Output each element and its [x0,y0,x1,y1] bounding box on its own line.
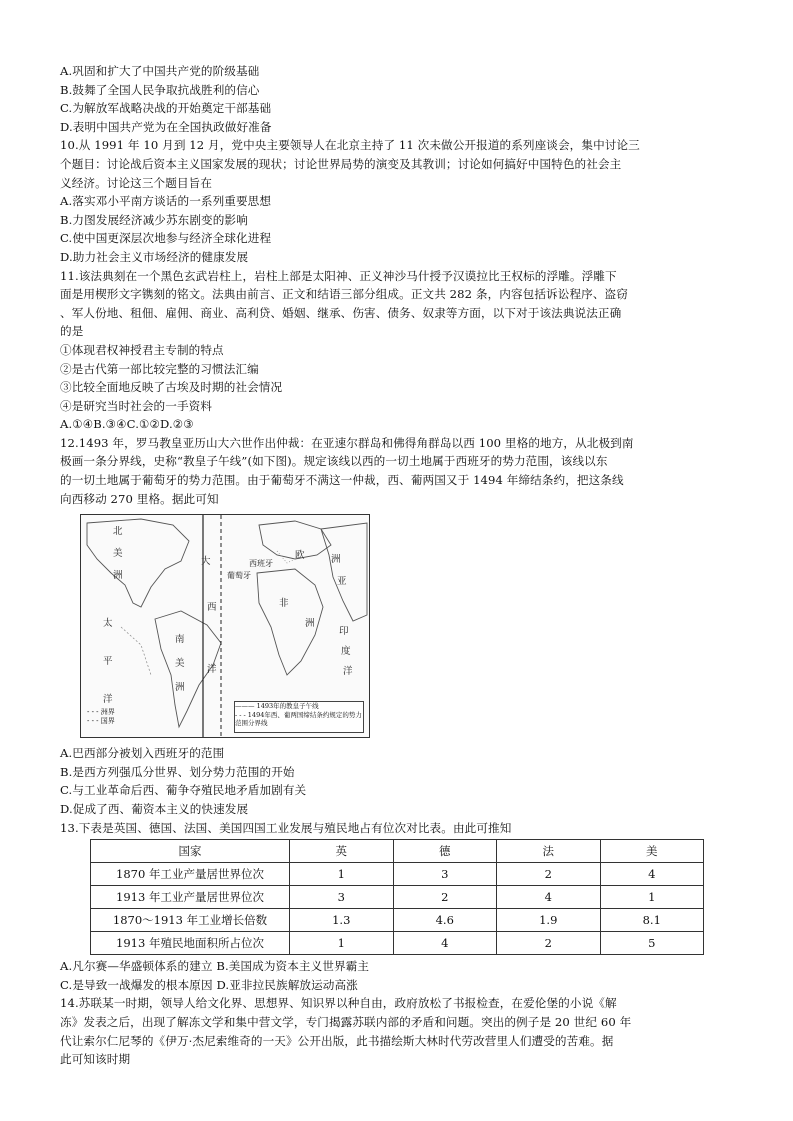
north-america-outline [87,519,189,607]
table-cell: 4.6 [393,909,497,932]
table-header-cell: 英 [290,840,394,863]
option-b: B.鼓舞了全国人民争取抗战胜利的信心 [60,82,260,97]
row-label: 1913 年殖民地面积所占位次 [91,932,290,955]
map-label: 亚 [337,576,347,588]
row-label: 1913 年工业产量居世界位次 [91,886,290,909]
question-10 [60,136,740,266]
map-label: 欧 [295,550,305,562]
map-label: 大 [201,556,211,568]
papal-line-map [80,514,370,738]
question-stem-line: 义经济。讨论这三个题目旨在 [60,175,213,190]
option-b: B.力图发展经济减少苏东剧变的影响 [60,212,248,227]
continent-boundary [121,627,151,675]
table-cell: 2 [393,886,497,909]
map-label: 美 [113,548,123,560]
statement-3: ③比较全面地反映了古埃及时期的社会情况 [60,380,283,395]
map-label: 洲 [113,570,123,582]
option-d: D.助力社会主义市场经济的健康发展 [60,249,249,264]
option-a: A.巴西部分被划入西班牙的范围 [60,746,225,761]
question-stem-line: 面是用楔形文字镌刻的铭文。法典由前言、正文和结语三部分组成。正文共 282 条，内容包括诉讼程序、盗窃 [60,287,628,302]
map-label: 葡萄牙 [227,571,251,581]
table-cell: 4 [497,886,601,909]
question-12 [60,434,740,819]
option-a: A.巩固和扩大了中国共产党的阶级基础 [60,64,260,78]
question-stem-line: 11.该法典刻在一个黑色玄武岩柱上，岩柱上部是太阳神、正义神沙马什授予汉谟拉比王权标的浮雕。浮雕下 [60,268,617,283]
table-cell: 5 [600,932,704,955]
question-stem-line: 10.从 1991 年 10 月到 12 月，党中央主要领导人在北京主持了 11 次未做公开报道的系列座谈会，集中讨论三 [60,138,640,153]
map-label: 南 [175,634,185,646]
map-label: 洋 [343,666,353,678]
table-cell: 2 [497,932,601,955]
map-label: 洲 [331,554,341,566]
table-row [91,886,704,909]
option-d: D.促成了西、葡资本主义的快速发展 [60,802,249,817]
map-legend-right [234,701,364,733]
question-14 [60,994,740,1068]
map-label: 洲 [175,682,185,694]
table-cell: 4 [393,932,497,955]
statement-2: ②是古代第一部比较完整的习惯法汇编 [60,361,259,376]
row-label: 1870 年工业产量居世界位次 [91,863,290,886]
map-label: 洋 [207,664,217,676]
question-stem-line: 12.1493 年，罗马教皇亚历山大六世作出仲裁：在亚速尔群岛和佛得角群岛以西 100 里格的地方，从北极到南 [60,435,634,450]
legend-papal-line: ——— 1493年的教皇子午线 [235,702,319,711]
legend-continent-boundary: - - - 洲界 [87,708,115,717]
table-cell: 1 [290,863,394,886]
answer-options: A.①④B.③④C.①②D.②③ [60,417,194,432]
question-13 [60,819,740,995]
question-stem-line: 的是 [60,324,84,339]
table-cell: 3 [290,886,394,909]
map-legend-left [87,708,149,726]
table-cell: 1.9 [497,909,601,932]
legend-country-boundary: - - - 国界 [87,717,115,726]
map-label: 美 [175,658,185,670]
q9-options [60,62,740,136]
table-cell: 2 [497,863,601,886]
question-stem-line: 、军人份地、租佃、雇佣、商业、高利贷、婚姻、继承、伤害、债务、奴隶等方面，以下对于该法典说法正确 [60,305,622,320]
map-label: 北 [113,526,123,538]
option-b: B.是西方列强瓜分世界、划分势力范围的开始 [60,764,295,779]
table-row [91,909,704,932]
map-label: 西班牙 [249,559,273,569]
map-label: 太 [103,618,113,630]
asia-outline [321,523,367,621]
option-c: C.使中国更深层次地参与经济全球化进程 [60,231,272,246]
table-row [91,863,704,886]
question-stem-line: 代让索尔仁尼琴的《伊万·杰尼索维奇的一天》公开出版，此书描绘斯大林时代劳改营里人们遭受的苦难。据 [60,1033,614,1048]
table-cell: 4 [600,863,704,886]
table-header-cell: 德 [393,840,497,863]
option-c: C.与工业革命后西、葡争夺殖民地矛盾加剧有关 [60,783,307,798]
question-stem-line: 向西移动 270 里格。据此可知 [60,491,219,506]
question-stem-line: 冻》发表之后，出现了解冻文学和集中营文学，专门揭露苏联内部的矛盾和问题。突出的例子是 20 世纪 60 年 [60,1015,632,1029]
option-cd: C.是导致一战爆发的根本原因 D.亚非拉民族解放运动高涨 [60,977,358,992]
option-ab: A.凡尔赛—华盛顿体系的建立 B.美国成为资本主义世界霸主 [60,959,370,974]
table-row [91,932,704,955]
question-stem: 13.下表是英国、德国、法国、美国四国工业发展与殖民地占有位次对比表。由此可推知 [60,820,512,835]
option-a: A.落实邓小平南方谈话的一系列重要思想 [60,194,272,209]
table-cell: 1 [290,932,394,955]
table-header-cell: 国家 [91,840,290,863]
industry-colony-table [90,839,704,955]
question-stem-line: 极画一条分界线，史称“教皇子午线”(如下图)。规定该线以西的一切土地属于西班牙的势力范围，该线以东 [60,454,608,469]
map-label: 洋 [103,694,113,706]
map-label: 度 [341,646,351,658]
table-cell: 8.1 [600,909,704,932]
map-label: 洲 [305,618,315,630]
map-label: 平 [103,656,113,668]
legend-treaty-line: - - - 1494年西、葡两国缔结条约规定的势力范围分界线 [235,710,362,728]
table-cell: 1.3 [290,909,394,932]
map-label: 西 [207,602,217,614]
statement-1: ①体现君权神授君主专制的特点 [60,342,224,357]
map-label: 非 [279,598,289,610]
table-header-row [91,840,704,863]
question-stem-line: 此可知该时期 [60,1052,131,1067]
option-c: C.为解放军战略决战的开始奠定干部基础 [60,101,272,116]
option-d: D.表明中国共产党为在全国执政做好准备 [60,119,272,134]
question-stem-line: 的一切土地属于葡萄牙的势力范围。由于葡萄牙不满这一仲裁，西、葡两国又于 1494 年缔结条约，把这条线 [60,473,624,488]
table-cell: 3 [393,863,497,886]
row-label: 1870～1913 年工业增长倍数 [91,909,290,932]
exam-page [60,62,740,1069]
question-stem-line: 14.苏联某一时期，领导人给文化界、思想界、知识界以种自由，政府放松了书报检查，在爱伦堡的小说《解 [60,996,617,1011]
table-header-cell: 法 [497,840,601,863]
table-header-cell: 美 [600,840,704,863]
statement-4: ④是研究当时社会的一手资料 [60,398,213,413]
question-stem-line: 个题目：讨论战后资本主义国家发展的现状；讨论世界局势的演变及其教训；讨论如何搞好中国特色的社会主 [60,156,622,171]
map-label: 印 [339,626,349,638]
table-cell: 1 [600,886,704,909]
question-11 [60,267,740,434]
